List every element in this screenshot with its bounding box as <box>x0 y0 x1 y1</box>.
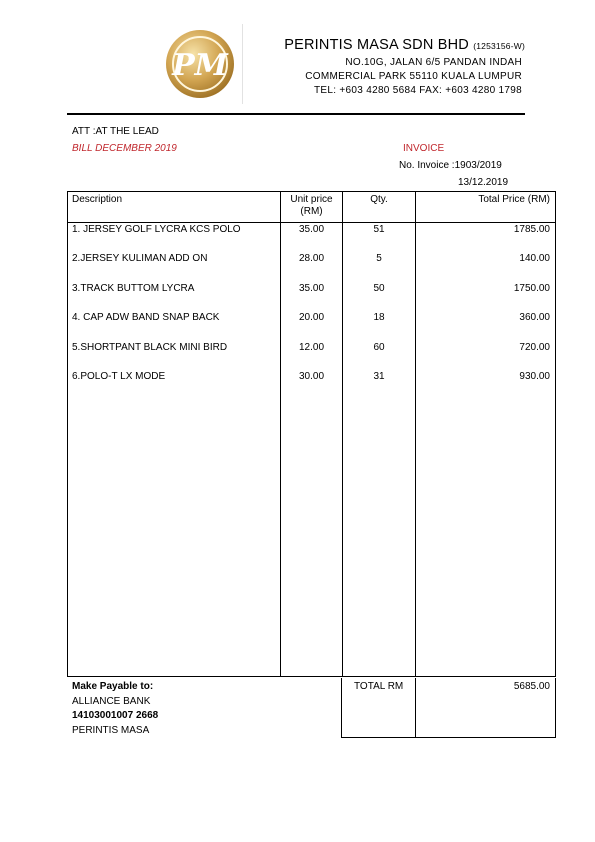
header-unit-price <box>281 194 342 218</box>
row-total: 1750.00 <box>513 282 550 294</box>
row-qty: 5 <box>376 253 382 265</box>
total-box <box>341 678 556 738</box>
header-description: Description <box>72 194 123 205</box>
total-box-divider <box>415 678 416 737</box>
company-logo <box>160 24 243 104</box>
row-description: 1. JERSEY GOLF LYCRA KCS POLO <box>72 224 241 235</box>
company-name <box>284 37 525 53</box>
header-total: Total Price (RM) <box>478 194 550 205</box>
row-unit-price: 28.00 <box>298 253 325 265</box>
header-unit-price-label: Unit price <box>290 194 333 205</box>
header-row-divider <box>68 222 555 223</box>
col-divider <box>342 192 343 676</box>
pm-logo-icon <box>162 28 238 100</box>
row-qty: 50 <box>373 282 385 294</box>
company-contact: TEL: +603 4280 5684 FAX: +603 4280 1798 <box>314 85 522 96</box>
header-divider <box>67 113 525 115</box>
company-address-2: COMMERCIAL PARK 55110 KUALA LUMPUR <box>305 71 522 82</box>
total-value: 5685.00 <box>513 681 550 692</box>
att-line: ATT :AT THE LEAD <box>72 126 159 137</box>
invoice-label: INVOICE <box>403 143 445 154</box>
company-name-text: PERINTIS MASA SDN BHD <box>284 37 469 53</box>
row-total: 930.00 <box>519 371 550 382</box>
row-total: 140.00 <box>519 253 550 265</box>
payable-label: Make Payable to: <box>72 681 154 692</box>
total-label: TOTAL RM <box>354 681 404 692</box>
row-qty: 18 <box>373 312 385 324</box>
header-qty: Qty. <box>370 194 388 205</box>
row-qty: 31 <box>373 371 385 382</box>
row-description: 4. CAP ADW BAND SNAP BACK <box>72 312 220 324</box>
row-total: 360.00 <box>519 312 550 324</box>
header-unit-price-unit: (RM) <box>300 206 323 217</box>
col-divider <box>415 192 416 676</box>
bank-account: 14103001007 2668 <box>72 710 159 721</box>
row-total: 1785.00 <box>513 224 550 235</box>
invoice-number: No. Invoice :1903/2019 <box>399 160 502 171</box>
col-divider <box>280 192 281 676</box>
row-total: 720.00 <box>519 341 550 353</box>
row-description: 3.TRACK BUTTOM LYCRA <box>72 282 195 294</box>
company-address-1: NO.10G, JALAN 6/5 PANDAN INDAH <box>345 57 522 68</box>
row-qty: 60 <box>373 341 385 353</box>
invoice-date: 13/12.2019 <box>458 177 509 188</box>
items-table <box>67 191 556 677</box>
row-qty: 51 <box>373 224 385 235</box>
row-unit-price: 12.00 <box>298 341 325 353</box>
bill-line: BILL DECEMBER 2019 <box>72 143 177 154</box>
row-unit-price: 35.00 <box>298 224 325 235</box>
bank-name: ALLIANCE BANK <box>72 696 151 707</box>
svg-text:PM: PM <box>172 48 228 83</box>
row-description: 5.SHORTPANT BLACK MINI BIRD <box>72 341 228 353</box>
row-unit-price: 20.00 <box>298 312 325 324</box>
row-unit-price: 30.00 <box>298 371 325 382</box>
row-unit-price: 35.00 <box>298 282 325 294</box>
company-reg-no: (1253156-W) <box>473 41 525 51</box>
row-description: 2.JERSEY KULIMAN ADD ON <box>72 253 208 265</box>
row-description: 6.POLO-T LX MODE <box>72 371 166 382</box>
payee-name: PERINTIS MASA <box>72 725 150 736</box>
